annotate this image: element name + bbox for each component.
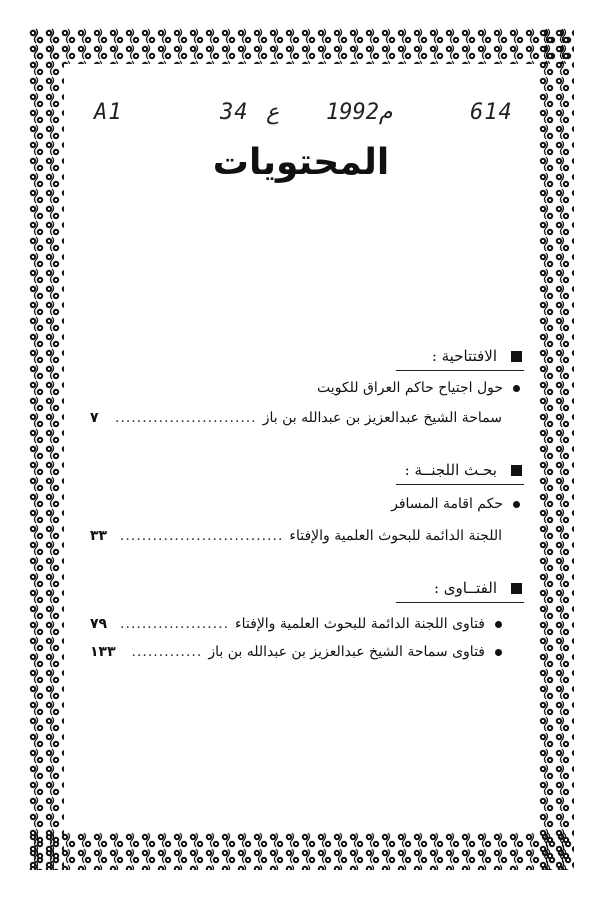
ornamental-border-bottom — [28, 832, 574, 870]
leader-dots — [130, 644, 203, 660]
toc-entry — [391, 496, 520, 512]
square-bullet-icon — [511, 465, 522, 476]
bullet-icon — [513, 501, 520, 508]
toc-entry — [90, 642, 502, 662]
section-underline — [396, 370, 524, 371]
entry-title: فتاوى اللجنة الدائمة للبحوث العلمية والإفتاء — [235, 616, 485, 632]
section-heading-label: الافتتاحية : — [431, 347, 497, 365]
section-heading — [434, 576, 522, 600]
square-bullet-icon — [511, 583, 522, 594]
handwritten-note: 614 — [470, 100, 513, 125]
leader-dots — [121, 528, 283, 544]
page-number: ٣٣ — [90, 528, 108, 544]
bullet-icon — [495, 649, 502, 656]
section-heading-label: بحـث اللجنــة : — [404, 461, 497, 479]
bullet-icon — [513, 385, 520, 392]
entry-title: حكم اقامة المسافر — [391, 496, 503, 512]
section-underline — [396, 484, 524, 485]
section-underline — [396, 602, 524, 603]
ornamental-border-top — [28, 28, 574, 64]
section-heading-label: الفتــاوى : — [433, 579, 497, 597]
handwritten-note: 1992م — [326, 100, 393, 125]
toc-author-line — [90, 408, 502, 428]
handwritten-note: A1 — [94, 100, 123, 125]
section-heading — [405, 458, 522, 482]
entry-author: سماحة الشيخ عبدالعزيز بن عبدالله بن باز — [262, 410, 502, 426]
square-bullet-icon — [511, 351, 522, 362]
section-heading — [432, 344, 522, 368]
entry-title: حول اجتياح حاكم العراق للكويت — [317, 380, 503, 396]
toc-entry — [317, 380, 520, 396]
page-number: ٧٩ — [90, 616, 108, 632]
bullet-icon — [495, 621, 502, 628]
handwritten-note: 34 — [220, 100, 249, 125]
handwritten-note: ع — [266, 100, 280, 125]
entry-author: اللجنة الدائمة للبحوث العلمية والإفتاء — [289, 528, 502, 544]
leader-dots — [113, 410, 257, 426]
page-title: المحتويات — [212, 142, 390, 183]
page-number: ١٣٣ — [90, 644, 116, 660]
toc-entry — [90, 614, 502, 634]
entry-title: فتاوى سماحة الشيخ عبدالعزيز بن عبدالله بن باز — [208, 644, 485, 660]
leader-dots — [121, 616, 229, 632]
toc-author-line — [90, 526, 502, 546]
page-number: ٧ — [90, 410, 99, 426]
